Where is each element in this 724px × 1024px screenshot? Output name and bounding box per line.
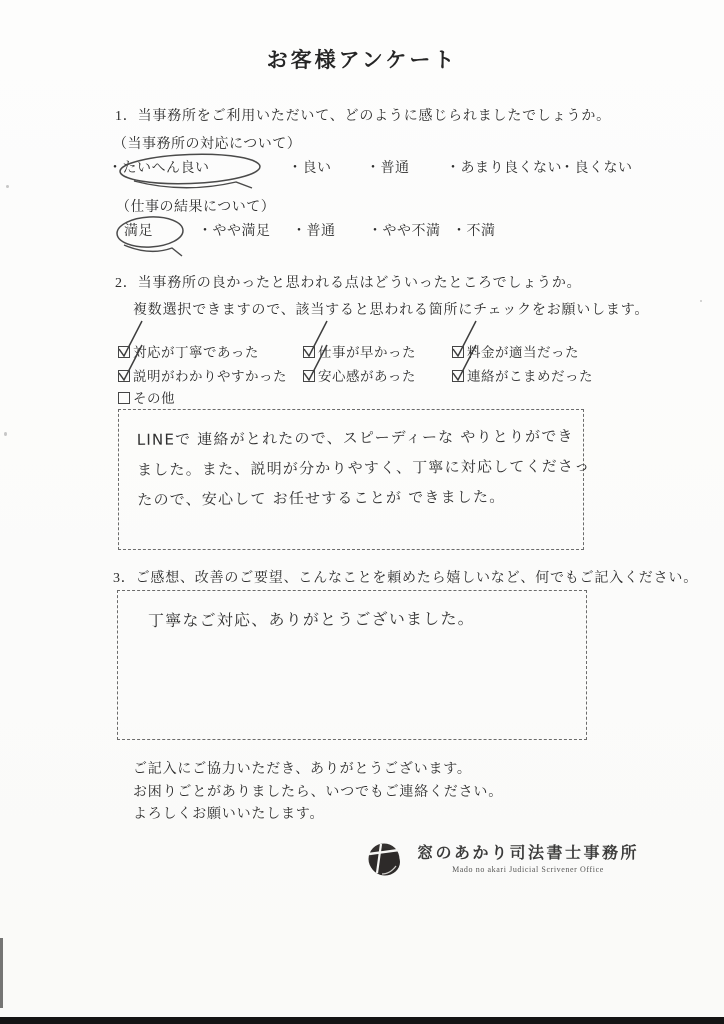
option-futsuu-1 <box>366 157 410 177</box>
option-label: 満足 <box>124 224 153 239</box>
office-name: 窓のあかり司法書士事務所 <box>417 845 640 862</box>
checkbox-label: 対応が丁寧であった <box>133 345 259 360</box>
logo-text-block <box>417 840 639 874</box>
checkbox-anshinkan <box>303 365 416 385</box>
q3-heading: 3．ご感想、改善のご要望、こんなことを頼めたら嬉しいなど、何でもご記入ください。 <box>113 571 698 586</box>
checkbox-setsumei-wakariyasui <box>118 365 287 385</box>
office-logo <box>365 840 639 882</box>
option-yaya-manzoku <box>198 220 271 240</box>
checkbox-square <box>452 370 464 382</box>
option-manzoku <box>124 220 153 240</box>
q1-heading: 1．当事務所をご利用いただいて、どのように感じられましたでしょうか。 <box>115 109 611 124</box>
office-name-en: Mado no akari Judicial Scrivener Office <box>452 865 604 874</box>
checkbox-shigoto-hayai <box>303 341 416 361</box>
handwritten-line: LINEで 連絡がとれたので、スピーディーな やりとりができ <box>136 427 574 449</box>
q1-group1-label: （当事務所の対応について） <box>113 137 302 152</box>
option-label: ・不満 <box>452 224 496 239</box>
scan-speckle <box>6 185 9 188</box>
option-label: ・良くない <box>560 161 633 176</box>
handwritten-line: ました。また、説明が分かりやすく、丁寧に対応してくださっ <box>136 456 591 479</box>
checkbox-square <box>118 392 130 404</box>
checkbox-label: 連絡がこまめだった <box>467 369 593 384</box>
checkbox-square <box>452 346 464 358</box>
option-futsuu-2 <box>292 220 336 240</box>
logo-mark-icon <box>365 840 405 882</box>
checkbox-sonota <box>118 387 175 407</box>
checkbox-square <box>303 346 315 358</box>
option-taihen-yoi <box>108 157 210 177</box>
option-label: ・やや満足 <box>198 224 271 239</box>
option-label: ・普通 <box>292 224 336 239</box>
scan-speckle <box>4 432 7 436</box>
checkbox-renraku-komame <box>452 365 593 385</box>
checkbox-label: 安心感があった <box>318 369 416 384</box>
option-label: ・普通 <box>366 161 410 176</box>
option-label: ・やや不満 <box>368 224 441 239</box>
q2-handwritten-answer <box>119 408 591 515</box>
q2-answer-box <box>118 409 591 550</box>
scan-bottom-bar <box>0 1017 724 1024</box>
footer-thanks-line-3: よろしくお願いいたします。 <box>133 807 325 822</box>
checkbox-label: その他 <box>133 391 175 406</box>
checkbox-label: 料金が適当だった <box>467 345 579 360</box>
handwritten-line: たので、安心して お任せすることが できました。 <box>137 487 506 509</box>
checkbox-taiou-teinei <box>118 341 259 361</box>
scan-edge-artifact <box>0 938 3 1008</box>
checkbox-label: 仕事が早かった <box>318 345 416 360</box>
page-title: お客様アンケート <box>266 48 458 72</box>
scan-speckle <box>700 300 702 302</box>
checkbox-square <box>303 370 315 382</box>
option-yoi <box>288 157 332 177</box>
q3-answer-box <box>117 590 587 740</box>
checkbox-label: 説明がわかりやすかった <box>133 369 287 384</box>
checkbox-square <box>118 346 130 358</box>
q3-handwritten-answer: 丁寧なご対応、ありがとうございました。 <box>147 608 475 631</box>
option-label: ・あまり良くない <box>446 161 562 176</box>
option-yaya-fuman <box>368 220 441 240</box>
q2-heading-line2: 複数選択できますので、該当すると思われる箇所にチェックをお願いします。 <box>133 303 650 318</box>
option-label: ・たいへん良い <box>108 161 210 176</box>
option-label: ・良い <box>288 161 332 176</box>
option-amari-yokunai <box>446 157 562 177</box>
option-yokunai <box>560 157 633 177</box>
q2-heading-line1: 2．当事務所の良かったと思われる点はどういったところでしょうか。 <box>115 276 582 291</box>
footer-thanks-line-1: ご記入にご協力いただき、ありがとうございます。 <box>133 762 472 777</box>
option-fuman <box>452 220 496 240</box>
checkbox-square <box>118 370 130 382</box>
footer-thanks-line-2: お困りごとがありましたら、いつでもご連絡ください。 <box>133 785 503 800</box>
checkbox-ryokin-tekito <box>452 341 579 361</box>
q1-group2-label: （仕事の結果について） <box>116 200 276 215</box>
